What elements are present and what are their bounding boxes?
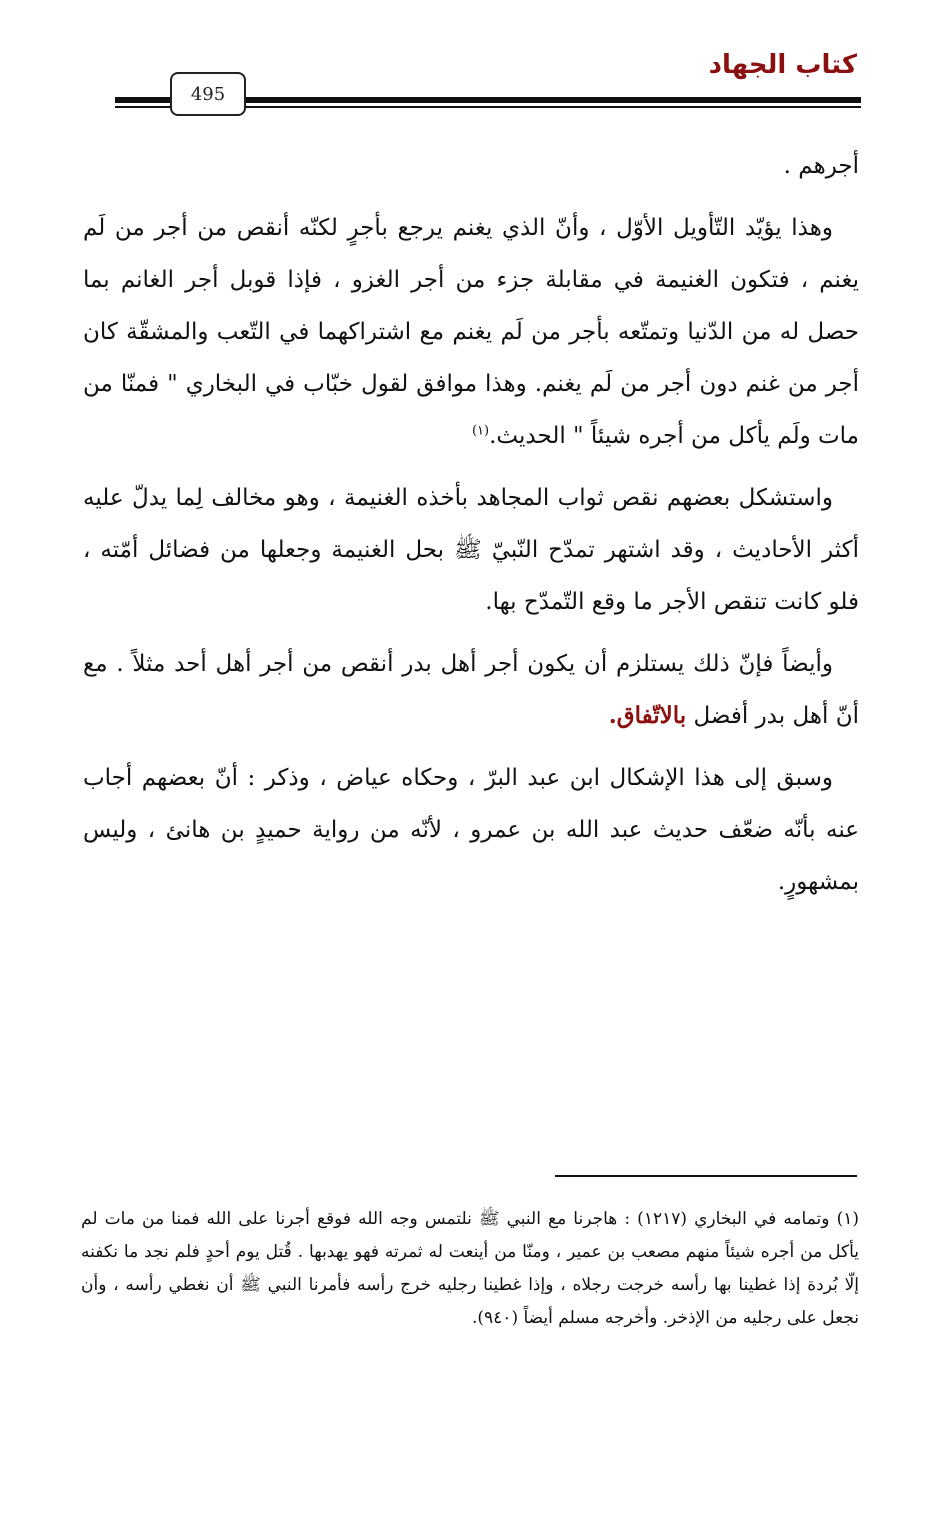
book-title: كتاب الجهاد [708, 50, 857, 80]
paragraph-4-text: وأيضاً فإنّ ذلك يستلزم أن يكون أجر أهل بدر أنقص من أجر أهل أحد مثلاً . مع أنّ أهل بدر أفضل [83, 651, 859, 729]
footnote-text: (١) وتمامه في البخاري (١٢١٧) : هاجرنا مع النبي ﷺ نلتمس وجه الله فوقع أجرنا على الله فمنا من مات لم يأكل من أجره شيئاً منهم مصعب بن عمير ، ومنّا من أينعت له ثمرته فهو يهدبها . قُتل يوم أحدٍ فلم نجد ما نكفنه إلّا بُردة إذا غطينا بها رأسه خرجت رجلاه ، وإذا غطينا رجليه خرج رأسه فأمرنا النبي ﷺ أن نغطي رأسه ، وأن نجعل على رجليه من الإذخر. وأخرجه مسلم أيضاً (٩٤٠). [81, 1209, 860, 1328]
paragraph-2-text: وهذا يؤيّد التّأويل الأوّل ، وأنّ الذي يغنم يرجع بأجرٍ لكنّه أنقص من أجر من لَم يغنم ، فتكون الغنيمة في مقابلة جزء من أجر الغزو ، فإذا قوبل أجر الغانم بما حصل له من الدّنيا وتمتّعه بأجر من لَم يغنم مع اشتراكهما في التّعب والمشقّة كان أجر من غنم دون أجر من لَم يغنم. وهذا موافق لقول خبّاب في البخاري " فمنّا من مات ولَم يأكل من أجره شيئاً " الحديث. [83, 215, 859, 449]
footnote-reference[interactable]: (١) [471, 423, 490, 439]
highlighted-term: بالاتّفاق. [608, 702, 687, 729]
footnote-separator [555, 1175, 857, 1177]
page-number: 495 [170, 72, 246, 116]
paragraph-5: وسبق إلى هذا الإشكال ابن عبد البرّ ، وحكاه عياض ، وذكر : أنّ بعضهم أجاب عنه بأنّه ضعّف حديث عبد الله بن عمرو ، لأنّه من رواية حميدٍ بن هانئ ، وليس بمشهورٍ. [83, 765, 859, 895]
paragraph-4 [83, 638, 859, 742]
paragraph-1: أجرهم . [783, 153, 859, 179]
footnote [81, 1203, 859, 1335]
paragraph-3: واستشكل بعضهم نقص ثواب المجاهد بأخذه الغنيمة ، وهو مخالف لِما يدلّ عليه أكثر الأحاديث ، وقد اشتهر تمدّح النّبيّ ﷺ بحل الغنيمة وجعلها من فضائل أمّته ، فلو كانت تنقص الأجر ما وقع التّمدّح بها. [83, 485, 859, 615]
paragraph-2 [83, 202, 859, 462]
body-text [83, 140, 859, 908]
